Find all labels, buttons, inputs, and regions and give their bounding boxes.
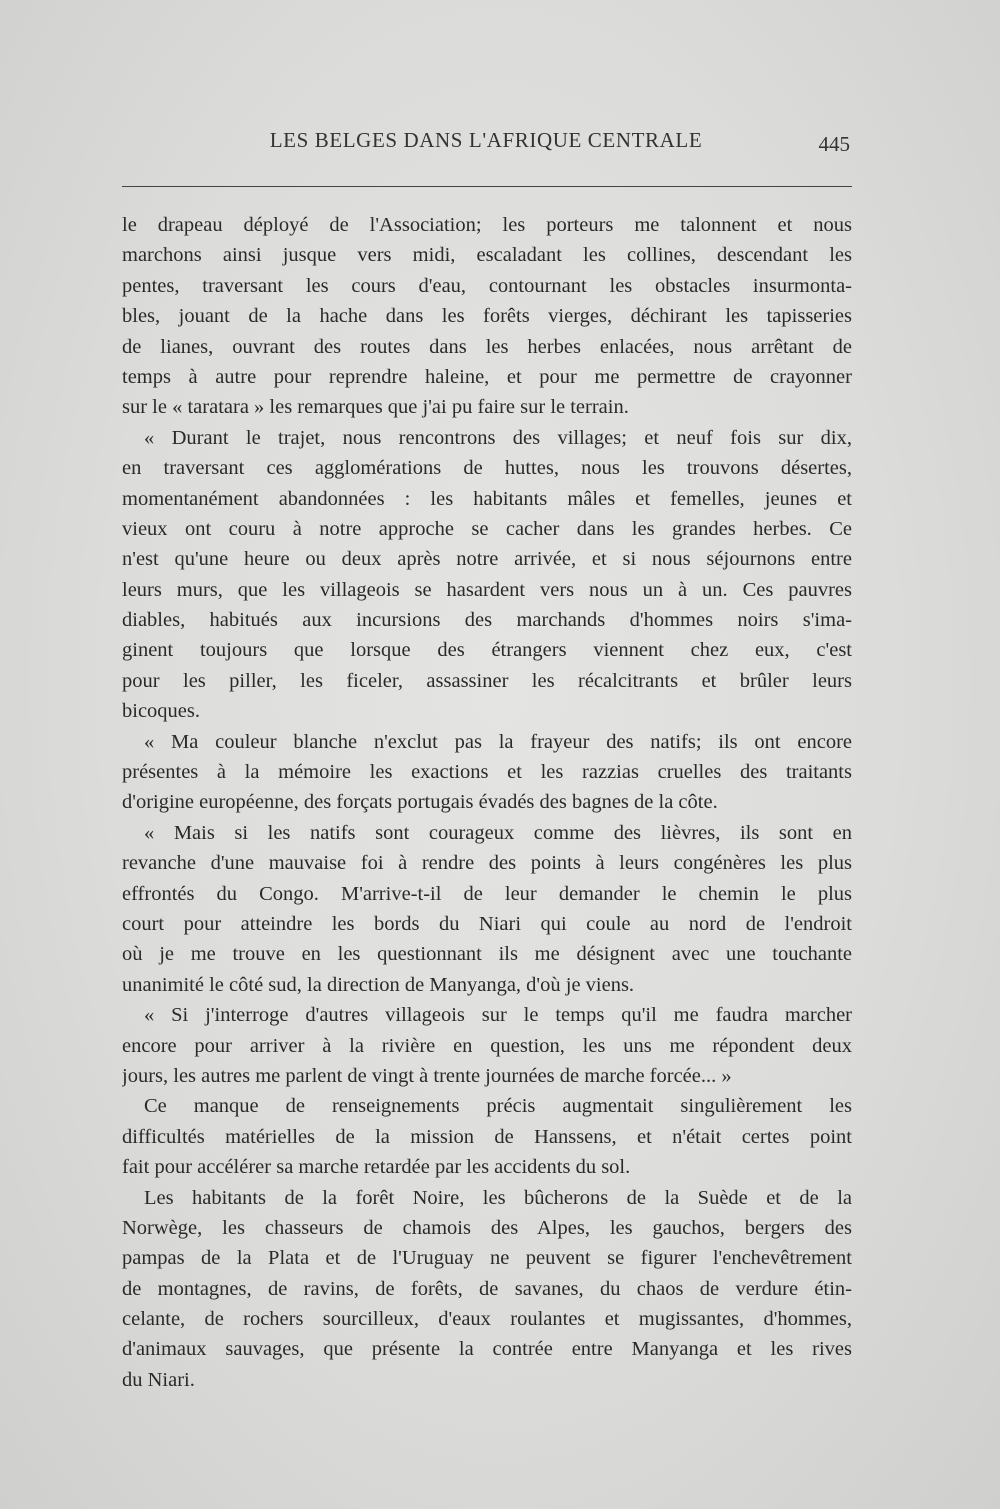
text-line: « Durant le trajet, nous rencontrons des villages; et neuf fois sur dix, bbox=[144, 426, 852, 449]
text-line: diables, habitués aux incursions des marchands d'hommes noirs s'ima- bbox=[122, 609, 852, 632]
text-line: sur le « taratara » les remarques que j'ai pu faire sur le terrain. bbox=[122, 396, 629, 419]
text-line: « Si j'interroge d'autres villageois sur le temps qu'il me faudra marcher bbox=[144, 1004, 852, 1027]
text-line: jours, les autres me parlent de vingt à trente journées de marche forcée... » bbox=[122, 1064, 732, 1087]
text-line: unanimité le côté sud, la direction de Manyanga, d'où je viens. bbox=[122, 973, 635, 996]
text-line: bicoques. bbox=[122, 700, 200, 723]
text-line: pampas de la Plata et de l'Uruguay ne peuvent se figurer l'enchevêtrement bbox=[122, 1247, 852, 1270]
running-head bbox=[120, 128, 852, 158]
text-line: d'origine européenne, des forçats portugais évadés des bagnes de la côte. bbox=[122, 791, 718, 814]
text-line: momentanément abandonnées : les habitants mâles et femelles, jeunes et bbox=[122, 487, 852, 510]
text-line: bles, jouant de la hache dans les forêts vierges, déchirant les tapisseries bbox=[122, 305, 852, 328]
text-line: « Ma couleur blanche n'exclut pas la frayeur des natifs; ils ont encore bbox=[144, 730, 852, 753]
text-line: effrontés du Congo. M'arrive-t-il de leur demander le chemin le plus bbox=[122, 882, 852, 905]
text-line: ginent toujours que lorsque des étrangers viennent chez eux, c'est bbox=[122, 639, 852, 662]
text-line: vieux ont couru à notre approche se cacher dans les grandes herbes. Ce bbox=[122, 517, 852, 540]
text-line: de lianes, ouvrant des routes dans les herbes enlacées, nous arrêtant de bbox=[122, 335, 852, 358]
text-line: du Niari. bbox=[122, 1368, 195, 1391]
text-line: de montagnes, de ravins, de forêts, de savanes, du chaos de verdure étin- bbox=[122, 1277, 852, 1300]
text-line: pentes, traversant les cours d'eau, contournant les obstacles insurmonta- bbox=[122, 274, 852, 297]
text-line: « Mais si les natifs sont courageux comme des lièvres, ils sont en bbox=[144, 821, 852, 844]
text-line: d'animaux sauvages, que présente la contrée entre Manyanga et les rives bbox=[122, 1338, 852, 1361]
text-line: Ce manque de renseignements précis augmentait singulièrement les bbox=[144, 1095, 852, 1118]
header-rule bbox=[122, 186, 852, 187]
text-line: court pour atteindre les bords du Niari qui coule au nord de l'endroit bbox=[122, 912, 852, 935]
page-number: 445 bbox=[818, 132, 850, 156]
text-line: encore pour arriver à la rivière en question, les uns me répondent deux bbox=[122, 1034, 852, 1057]
text-line: où je me trouve en les questionnant ils me désignent avec une touchante bbox=[122, 943, 852, 966]
text-line: pour les piller, les ficeler, assassiner les récalcitrants et brûler leurs bbox=[122, 669, 852, 692]
text-line: n'est qu'une heure ou deux après notre arrivée, et si nous séjournons entre bbox=[122, 548, 852, 571]
text-line: présentes à la mémoire les exactions et les razzias cruelles des traitants bbox=[122, 761, 852, 784]
running-title: LES BELGES DANS L'AFRIQUE CENTRALE bbox=[269, 128, 703, 152]
text-line: difficultés matérielles de la mission de Hanssens, et n'était certes point bbox=[122, 1125, 852, 1148]
text-line: temps à autre pour reprendre haleine, et pour me permettre de crayonner bbox=[122, 365, 852, 388]
text-line: fait pour accélérer sa marche retardée par les accidents du sol. bbox=[122, 1156, 631, 1179]
body-text bbox=[122, 210, 852, 1395]
text-line: leurs murs, que les villageois se hasardent vers nous un à un. Ces pauvres bbox=[122, 578, 852, 601]
text-line: le drapeau déployé de l'Association; les porteurs me talonnent et nous bbox=[122, 214, 852, 236]
text-line: marchons ainsi jusque vers midi, escaladant les collines, descendant les bbox=[122, 244, 852, 267]
text-line: celante, de rochers sourcilleux, d'eaux roulantes et mugissantes, d'hommes, bbox=[122, 1308, 852, 1331]
text-line: revanche d'une mauvaise foi à rendre des points à leurs congénères les plus bbox=[122, 852, 852, 875]
text-line: Les habitants de la forêt Noire, les bûcherons de la Suède et de la bbox=[144, 1186, 852, 1209]
text-line: Norwège, les chasseurs de chamois des Alpes, les gauchos, bergers des bbox=[122, 1216, 852, 1239]
text-line: en traversant ces agglomérations de huttes, nous les trouvons désertes, bbox=[122, 457, 852, 480]
